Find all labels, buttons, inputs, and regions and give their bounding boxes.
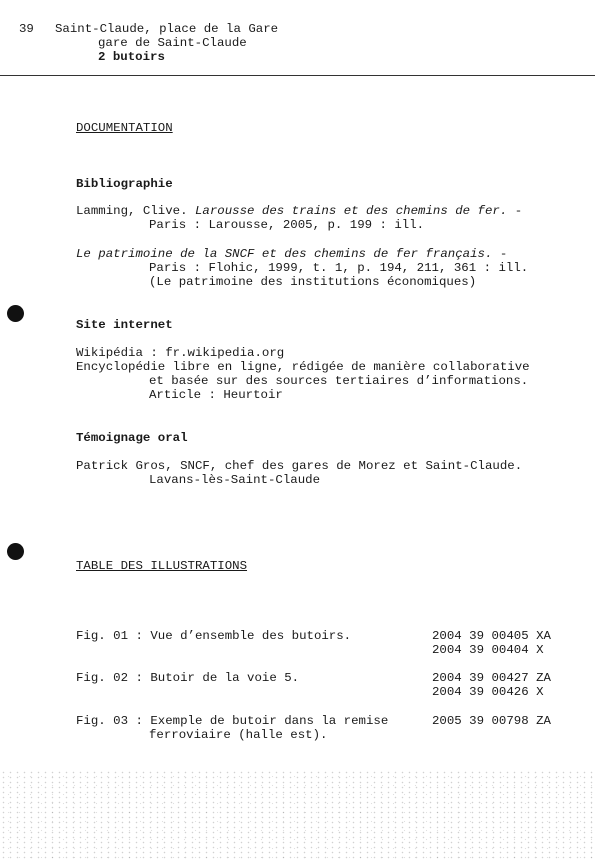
ref2-publication: Paris : Flohic, 1999, t. 1, p. 194, 211, 361 : ill. (149, 261, 529, 275)
ref1-author: Lamming, Clive. (76, 204, 195, 218)
site-source: Wikipédia : fr.wikipedia.org (76, 346, 285, 360)
fig-03-label: Fig. 03 : Exemple de butoir dans la remise (76, 714, 389, 728)
fig-01-code-2: 2004 39 00404 X (432, 643, 544, 657)
header-divider (0, 75, 595, 76)
fig-03-label-cont: ferroviaire (halle est). (149, 728, 328, 742)
ref2-title: Le patrimoine de la SNCF et des chemins de fer français. (76, 247, 493, 261)
punch-hole-lower (7, 543, 24, 560)
location-title: Saint-Claude, place de la Gare (55, 22, 279, 36)
page-number: 39 (19, 22, 34, 36)
fig-02-code-1: 2004 39 00427 ZA (432, 671, 551, 685)
bibliography-ref-1 (76, 204, 522, 218)
object-title: 2 butoirs (98, 50, 165, 64)
ref1-dash: - (507, 204, 523, 218)
temoignage-heading: Témoignage oral (76, 431, 188, 445)
location-subtitle: gare de Saint-Claude (98, 36, 247, 50)
ref2-series: (Le patrimoine des institutions économiques) (149, 275, 477, 289)
illustrations-heading: TABLE DES ILLUSTRATIONS (76, 559, 248, 573)
scan-noise (0, 770, 595, 859)
ref1-publication: Paris : Larousse, 2005, p. 199 : ill. (149, 218, 425, 232)
temoignage-location: Lavans-lès-Saint-Claude (149, 473, 321, 487)
bibliography-ref-2 (76, 247, 507, 261)
fig-02-label: Fig. 02 : Butoir de la voie 5. (76, 671, 300, 685)
documentation-heading: DOCUMENTATION (76, 121, 173, 135)
fig-02-code-2: 2004 39 00426 X (432, 685, 544, 699)
fig-01-label: Fig. 01 : Vue d’ensemble des butoirs. (76, 629, 352, 643)
site-article: Article : Heurtoir (149, 388, 283, 402)
site-description: Encyclopédie libre en ligne, rédigée de manière collaborative (76, 360, 530, 374)
fig-03-code-1: 2005 39 00798 ZA (432, 714, 551, 728)
site-internet-heading: Site internet (76, 318, 173, 332)
site-description-cont: et basée sur des sources tertiaires d’informations. (149, 374, 529, 388)
punch-hole-upper (7, 305, 24, 322)
bibliographie-heading: Bibliographie (76, 177, 173, 191)
ref1-title: Larousse des trains et des chemins de fer. (194, 204, 508, 218)
temoignage-source: Patrick Gros, SNCF, chef des gares de Morez et Saint-Claude. (76, 459, 523, 473)
ref2-dash: - (492, 247, 508, 261)
fig-01-code-1: 2004 39 00405 XA (432, 629, 551, 643)
